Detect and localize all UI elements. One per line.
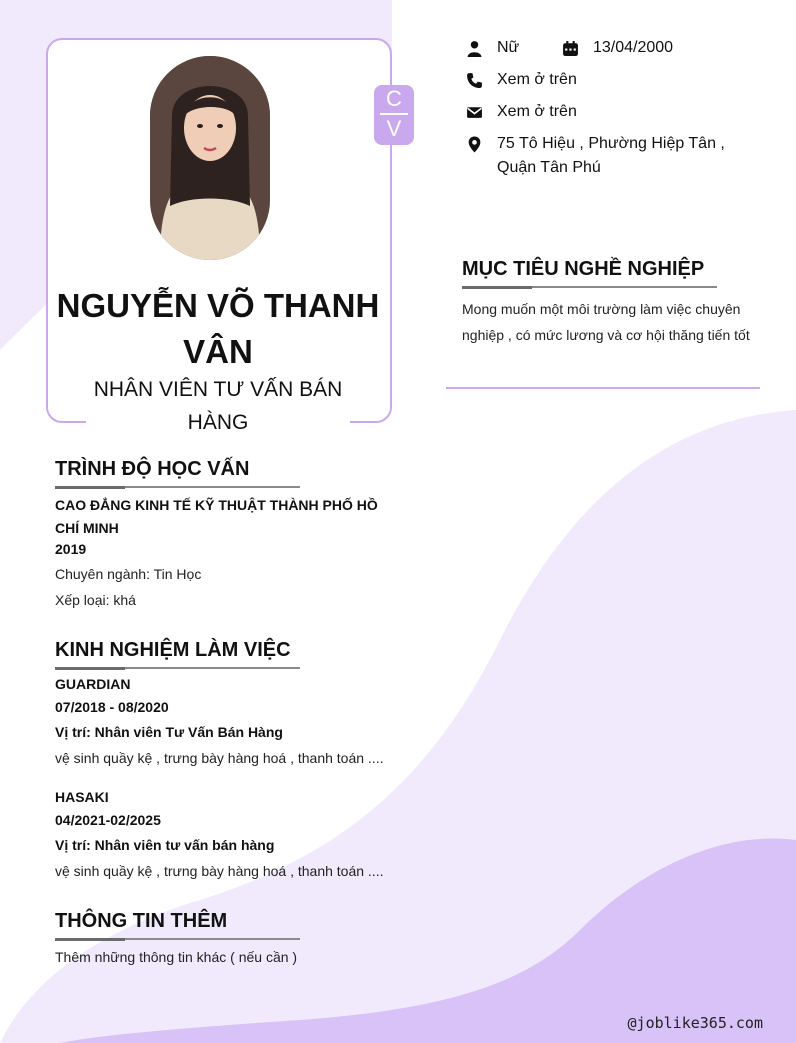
school-name: CAO ĐẲNG KINH TẾ KỸ THUẬT THÀNH PHỐ HỒ CHÍ MINH — [55, 497, 378, 536]
experience-rule — [55, 667, 300, 669]
calendar-icon — [562, 40, 579, 57]
education-rule-accent — [55, 486, 125, 489]
portrait-illustration — [150, 56, 270, 260]
profile-photo — [150, 56, 270, 260]
job-title: NHÂN VIÊN TƯ VẤN BÁN HÀNG — [93, 378, 343, 434]
job-period: 07/2018 - 08/2020 — [55, 699, 169, 715]
objective-title: MỤC TIÊU NGHỀ NGHIỆP — [462, 258, 705, 280]
address-value: 75 Tô Hiệu , Phường Hiệp Tân , Quận Tân Phú — [497, 135, 725, 176]
email-row — [466, 100, 577, 124]
phone-icon — [466, 72, 483, 89]
email-value: Xem ở trên — [497, 103, 577, 120]
extra-text: Thêm những thông tin khác ( nếu cần ) — [55, 949, 298, 965]
job-company: HASAKI — [55, 789, 109, 805]
education-title: TRÌNH ĐỘ HỌC VẤN — [55, 458, 250, 480]
candidate-name: NGUYỄN VÕ THANH VÂN — [56, 287, 380, 370]
gender-value: Nữ — [497, 39, 520, 56]
job-description: vệ sinh quầy kệ , trưng bày hàng hoá , thanh toán .... — [55, 750, 384, 766]
job-company: GUARDIAN — [55, 676, 131, 692]
extra-rule-accent — [55, 938, 125, 941]
objective-divider — [446, 387, 760, 389]
address-row — [466, 132, 497, 156]
extra-rule — [55, 938, 300, 940]
experience-rule-accent — [55, 667, 125, 670]
objective-text: Mong muốn một môi trường làm việc chuyên nghiệp , có mức lương và cơ hội thăng tiến tốt — [462, 301, 750, 343]
experience-title: KINH NGHIỆM LÀM VIỆC — [55, 639, 291, 661]
objective-rule — [462, 286, 717, 288]
education-rank: Xếp loại: khá — [55, 592, 136, 608]
birthdate-value: 13/04/2000 — [593, 39, 674, 56]
cv-badge-letter-v: V — [386, 116, 402, 141]
birthdate-row — [562, 36, 673, 60]
education-rule — [55, 486, 300, 488]
mail-icon — [466, 104, 483, 121]
objective-rule-accent — [462, 286, 532, 289]
job-position: Vị trí: Nhân viên Tư Vấn Bán Hàng — [55, 724, 283, 740]
job-period: 04/2021-02/2025 — [55, 812, 161, 828]
extra-title: THÔNG TIN THÊM — [55, 910, 228, 932]
job-description: vệ sinh quầy kệ , trưng bày hàng hoá , thanh toán .... — [55, 863, 384, 879]
education-major: Chuyên ngành: Tin Học — [55, 566, 202, 582]
gender-row — [466, 36, 519, 60]
user-icon — [466, 40, 483, 57]
job-position: Vị trí: Nhân viên tư vấn bán hàng — [55, 837, 275, 853]
graduation-year: 2019 — [55, 541, 87, 557]
cv-badge — [374, 85, 414, 145]
phone-value: Xem ở trên — [497, 71, 577, 88]
footer-watermark: @joblike365.com — [627, 1014, 763, 1032]
cv-badge-letter-c: C — [386, 86, 402, 111]
phone-row — [466, 68, 577, 92]
map-pin-icon — [466, 136, 483, 153]
